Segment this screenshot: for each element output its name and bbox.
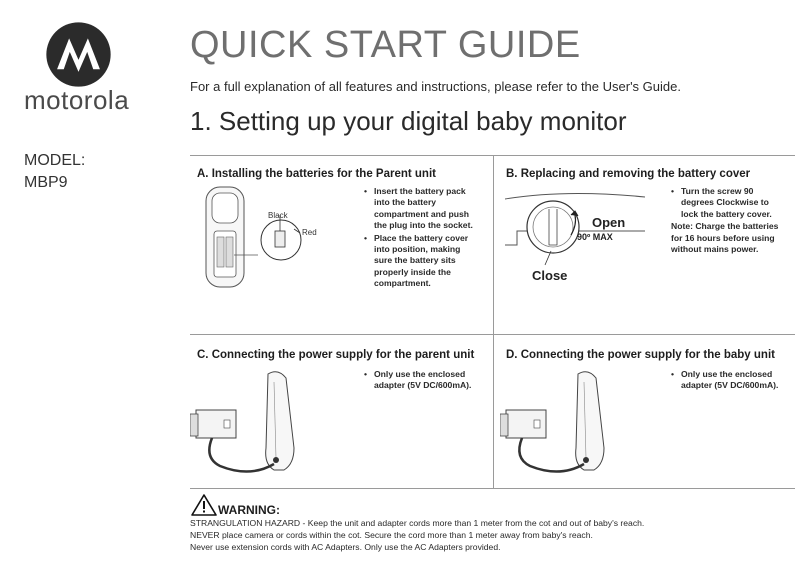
panel-c-title: C. Connecting the power supply for the parent unit: [197, 349, 475, 361]
panel-c-bullet: • Only use the enclosed adapter (5V DC/600mA).: [364, 369, 472, 391]
panel-c-bullets: [364, 369, 476, 393]
battery-cover-figure: [505, 185, 655, 285]
panel-b-bullets: [671, 186, 781, 220]
intro-text: For a full explanation of all features and instructions, please refer to the User's Guide.: [190, 79, 681, 94]
model-info: [24, 150, 85, 194]
label-red: Red: [302, 228, 317, 237]
warning-line: Never use extension cords with AC Adapters. Only use the AC Adapters provided.: [190, 542, 501, 552]
warning-line: STRANGULATION HAZARD - Keep the unit and adapter cords more than 1 meter from the cot and out of baby's reach.: [190, 518, 645, 528]
warning-line: NEVER place camera or cords within the cot. Secure the cord more than 1 meter away from baby's reach.: [190, 530, 593, 540]
brand-name: motorola: [24, 85, 130, 115]
motorola-logo-icon: [45, 21, 112, 88]
panel-d-bullets: [671, 369, 783, 393]
label-open: Open: [592, 215, 626, 230]
panel-a-bullet: • Place the battery cover into position, making sure the battery sits properly inside the compartment.: [364, 232, 469, 289]
section-title: 1. Setting up your digital baby monitor: [190, 106, 627, 136]
model-value: MBP9: [24, 174, 68, 191]
label-close: Close: [532, 268, 568, 283]
warning-icon: [191, 494, 217, 516]
panel-a-title: A. Installing the batteries for the Parent unit: [197, 168, 436, 180]
label-max: 90º MAX: [577, 232, 613, 242]
parent-unit-battery-figure: [196, 185, 366, 290]
panel-b-text: [671, 186, 781, 255]
divider-bottom: [190, 488, 795, 489]
panel-a-bullet: • Insert the battery pack into the battery compartment and push the plug into the socket.: [364, 186, 473, 231]
divider-vertical: [493, 155, 494, 488]
model-label: MODEL:: [24, 152, 86, 169]
panel-a-bullets: [364, 186, 476, 291]
panel-d-title: D. Connecting the power supply for the baby unit: [506, 349, 775, 361]
panel-b-title: B. Replacing and removing the battery cover: [506, 168, 751, 180]
page-title: QUICK START GUIDE: [190, 24, 581, 66]
label-black: Black: [268, 211, 288, 220]
panel-d-bullet: • Only use the enclosed adapter (5V DC/600mA).: [671, 369, 779, 391]
warning-title: WARNING:: [218, 503, 280, 517]
parent-unit-power-figure: [190, 368, 350, 483]
panel-b-note: Note: Charge the batteries for 16 hours before using without mains power.: [671, 221, 779, 255]
baby-unit-power-figure: [500, 368, 660, 483]
panel-b-bullet: • Turn the screw 90 degrees Clockwise to lock the battery cover.: [671, 186, 772, 219]
